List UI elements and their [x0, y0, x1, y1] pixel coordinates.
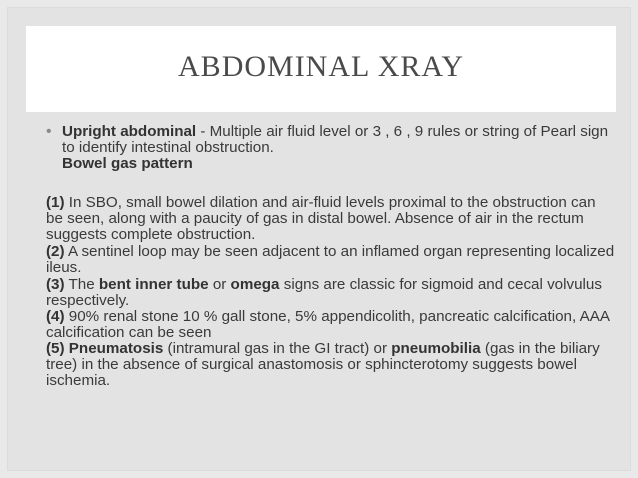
- item-3-bold-a: bent inner tube: [98, 276, 209, 293]
- item-5-text-b: (gas in the biliary tree) in the absence of surgical anastomosis or sphincterotomy suggests bowel ischemia.: [46, 340, 600, 389]
- bullet-text: [62, 124, 616, 156]
- item-3-text-b: or: [208, 276, 231, 293]
- item-5-text-a: (intramural gas in the GI tract) or: [163, 340, 392, 357]
- bullet-lead-text: - Multiple air fluid level or 3 , 6 , 9 rules or string of Pearl sign to identify intestinal obstruction.: [62, 123, 609, 156]
- item-2-text: A sentinel loop may be seen adjacent to an inflamed organ representing localized ileus.: [46, 243, 615, 276]
- item-3-text-c: signs are classic for sigmoid and cecal volvulus respectively.: [46, 276, 602, 309]
- item-1: [46, 195, 616, 243]
- item-2: [46, 244, 616, 276]
- title-band: [26, 26, 616, 112]
- item-1-text: In SBO, small bowel dilation and air-fluid levels proximal to the obstruction can be seen, along with a paucity of gas in distal bowel. Absence of air in the rectum suggests complete obstruction.: [46, 194, 596, 243]
- item-4-text: 90% renal stone 10 % gall stone, 5% appendicolith, pancreatic calcification, AAA calcification can be seen: [46, 308, 610, 341]
- item-5-marker: (5): [46, 340, 65, 357]
- bowel-gas-subheading: [62, 156, 616, 172]
- item-2-marker: (2): [46, 243, 65, 260]
- item-5: [46, 341, 616, 389]
- item-4: [46, 309, 616, 341]
- bullet-item: [46, 124, 616, 172]
- item-3: [46, 277, 616, 309]
- subheading-text: Bowel gas pattern: [62, 155, 193, 172]
- item-3-bold-b: omega: [230, 276, 280, 293]
- item-5-bold-a: Pneumatosis: [68, 340, 164, 357]
- slide-body: [46, 124, 616, 389]
- bullet-dot-icon: •: [46, 123, 52, 140]
- item-5-bold-b: pneumobilia: [391, 340, 481, 357]
- item-3-text-a: The: [64, 276, 99, 293]
- item-3-marker: (3): [46, 276, 65, 293]
- item-4-marker: (4): [46, 308, 65, 325]
- slide-title: ABDOMINAL XRAY: [178, 50, 464, 83]
- slide: [8, 8, 630, 470]
- bullet-lead-bold: Upright abdominal: [62, 123, 197, 140]
- item-1-marker: (1): [46, 194, 65, 211]
